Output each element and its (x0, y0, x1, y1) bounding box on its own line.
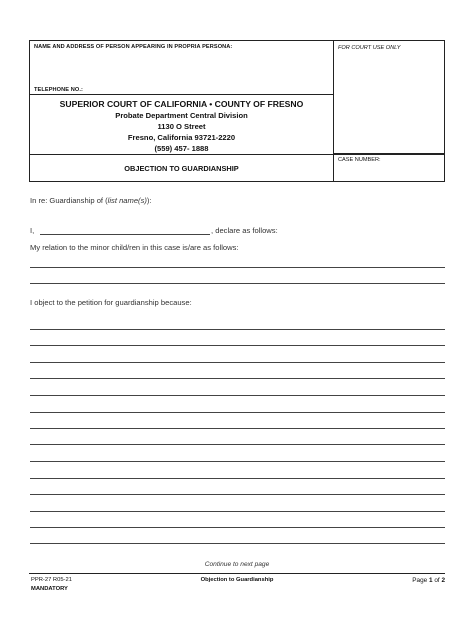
objection-line[interactable] (30, 527, 445, 528)
name-address-label: NAME AND ADDRESS OF PERSON APPEARING IN PROPRIA PERSONA: (34, 44, 233, 50)
objection-line[interactable] (30, 345, 445, 346)
relation-line-2[interactable] (30, 283, 445, 284)
objection-line[interactable] (30, 444, 445, 445)
court-address-block (29, 99, 334, 154)
continue-note: Continue to next page (204, 561, 270, 568)
declarant-name-field[interactable] (40, 234, 210, 235)
in-re-prefix: In re: Guardianship of ( (30, 196, 108, 205)
declarant-suffix: , declare as follows: (211, 226, 278, 235)
objection-line[interactable] (30, 543, 445, 544)
objection-line[interactable] (30, 428, 445, 429)
court-city: Fresno, California 93721-2220 (127, 133, 236, 142)
objection-line[interactable] (30, 329, 445, 330)
court-use-label: FOR COURT USE ONLY (338, 45, 401, 51)
court-phone: (559) 457- 1888 (154, 144, 209, 153)
court-use-box (333, 40, 445, 154)
telephone-label[interactable]: TELEPHONE NO.: (34, 87, 83, 93)
page-number: 1 (428, 577, 433, 584)
relation-text: My relation to the minor child/ren in this case is/are as follows: (30, 243, 239, 252)
form-title: OBJECTION TO GUARDIANSHIP (124, 164, 239, 173)
footer-rule (29, 573, 445, 574)
page-word: Page (412, 577, 428, 584)
court-department: Probate Department Central Division (115, 111, 248, 120)
page-indicator (412, 577, 445, 584)
in-re-italic: list name(s) (107, 196, 147, 205)
objection-line[interactable] (30, 511, 445, 512)
in-re-suffix: ): (146, 196, 152, 205)
of-word: of (434, 577, 440, 584)
objection-line[interactable] (30, 378, 445, 379)
mandatory-label: MANDATORY (31, 586, 68, 592)
objection-line[interactable] (30, 478, 445, 479)
footer-title: Objection to Guardianship (200, 577, 274, 583)
court-street: 1130 O Street (157, 122, 206, 131)
declarant-prefix: I, (30, 226, 35, 235)
in-re-line (30, 196, 152, 206)
court-name: SUPERIOR COURT OF CALIFORNIA • COUNTY OF FRESNO (59, 99, 304, 109)
objection-line[interactable] (30, 362, 445, 363)
objection-line[interactable] (30, 412, 445, 413)
objection-text: I object to the petition for guardianship because: (30, 298, 192, 307)
relation-line-1[interactable] (30, 267, 445, 268)
case-number-label[interactable]: CASE NUMBER: (338, 157, 381, 163)
objection-line[interactable] (30, 494, 445, 495)
declarant-line (30, 226, 34, 236)
form-code: PPR-27 R05-21 (31, 577, 72, 583)
objection-line[interactable] (30, 395, 445, 396)
page-total: 2 (441, 577, 445, 584)
objection-line[interactable] (30, 461, 445, 462)
